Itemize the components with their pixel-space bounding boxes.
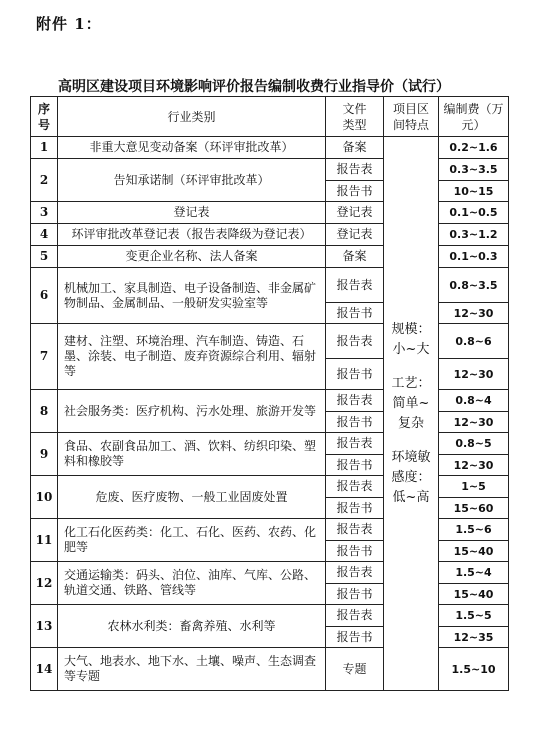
row-fee: 10~15 [439, 181, 509, 202]
area-characteristics-note [384, 137, 439, 691]
area-note-line: 复杂 [397, 415, 424, 431]
header-doc-type: 文件 类型 [326, 97, 384, 137]
row-doc-type: 报告表 [326, 159, 384, 181]
row-fee: 1~5 [439, 476, 509, 498]
row-industry: 大气、地表水、地下水、土壤、噪声、生态调查等专题 [58, 648, 326, 691]
row-doc-type: 报告表 [326, 519, 384, 541]
row-industry: 危废、医疗废物、一般工业固废处置 [58, 476, 326, 519]
row-doc-type: 报告书 [326, 181, 384, 202]
row-industry: 环评审批改革登记表（报告表降级为登记表） [58, 224, 326, 246]
row-fee: 15~40 [439, 584, 509, 605]
row-seq: 7 [31, 324, 58, 390]
table-row [31, 137, 509, 159]
area-note-line: 感度： [391, 469, 431, 485]
row-seq: 5 [31, 246, 58, 268]
fee-table [30, 96, 509, 691]
row-doc-type: 报告书 [326, 498, 384, 519]
row-seq: 10 [31, 476, 58, 519]
row-seq: 13 [31, 605, 58, 648]
row-industry: 农林水利类：畜禽养殖、水利等 [58, 605, 326, 648]
row-fee: 12~30 [439, 455, 509, 476]
header-seq: 序 号 [31, 97, 58, 137]
row-doc-type: 报告表 [326, 433, 384, 455]
row-fee: 1.5~5 [439, 605, 509, 627]
row-fee: 0.8~5 [439, 433, 509, 455]
row-seq: 11 [31, 519, 58, 562]
row-industry: 食品、农副食品加工、酒、饮料、纺织印染、塑料和橡胶等 [58, 433, 326, 476]
row-doc-type: 报告书 [326, 412, 384, 433]
row-seq: 12 [31, 562, 58, 605]
row-doc-type: 报告书 [326, 359, 384, 390]
row-doc-type: 报告表 [326, 605, 384, 627]
row-industry: 告知承诺制（环评审批改革） [58, 159, 326, 202]
row-seq: 9 [31, 433, 58, 476]
row-fee: 12~35 [439, 627, 509, 648]
area-note-line: 环境敏 [391, 449, 431, 465]
row-seq: 14 [31, 648, 58, 691]
row-fee: 0.1~0.3 [439, 246, 509, 268]
row-fee: 0.8~3.5 [439, 268, 509, 303]
row-industry: 登记表 [58, 202, 326, 224]
row-fee: 12~30 [439, 412, 509, 433]
document-title: 高明区建设项目环境影响评价报告编制收费行业指导价（试行） [58, 79, 450, 95]
header-area: 项目区 间特点 [384, 97, 439, 137]
area-note-line: 规模： [391, 321, 431, 337]
row-doc-type: 报告表 [326, 390, 384, 412]
row-doc-type: 报告表 [326, 324, 384, 359]
row-doc-type: 登记表 [326, 224, 384, 246]
row-doc-type: 专题 [326, 648, 384, 691]
row-doc-type: 登记表 [326, 202, 384, 224]
header-fee: 编制费（万 元） [439, 97, 509, 137]
row-fee: 0.8~6 [439, 324, 509, 359]
row-fee: 0.2~1.6 [439, 137, 509, 159]
row-doc-type: 报告书 [326, 303, 384, 324]
row-industry: 化工石化医药类：化工、石化、医药、农药、化肥等 [58, 519, 326, 562]
area-note-line: 小~大 [392, 341, 430, 357]
row-fee: 15~40 [439, 541, 509, 562]
row-doc-type: 备案 [326, 246, 384, 268]
row-seq: 4 [31, 224, 58, 246]
row-fee: 0.8~4 [439, 390, 509, 412]
attachment-label: 附件 1： [36, 15, 102, 33]
row-seq: 8 [31, 390, 58, 433]
row-fee: 0.3~1.2 [439, 224, 509, 246]
row-seq: 1 [31, 137, 58, 159]
row-seq: 2 [31, 159, 58, 202]
row-fee: 15~60 [439, 498, 509, 519]
row-doc-type: 报告表 [326, 476, 384, 498]
row-doc-type: 报告表 [326, 562, 384, 584]
row-doc-type: 报告书 [326, 455, 384, 476]
row-fee: 12~30 [439, 303, 509, 324]
row-industry: 机械加工、家具制造、电子设备制造、非金属矿物制品、金属制品、一般研发实验室等 [58, 268, 326, 324]
row-industry: 交通运输类：码头、泊位、油库、气库、公路、轨道交通、铁路、管线等 [58, 562, 326, 605]
area-note-line: 低~高 [392, 489, 430, 505]
row-doc-type: 报告书 [326, 627, 384, 648]
row-doc-type: 报告表 [326, 268, 384, 303]
row-industry: 社会服务类：医疗机构、污水处理、旅游开发等 [58, 390, 326, 433]
row-fee: 1.5~6 [439, 519, 509, 541]
row-fee: 1.5~10 [439, 648, 509, 691]
row-industry: 建材、注塑、环境治理、汽车制造、铸造、石墨、涂装、电子制造、废弃资源综合利用、辐射等 [58, 324, 326, 390]
row-fee: 0.3~3.5 [439, 159, 509, 181]
header-row [31, 97, 509, 137]
area-note-line: 简单~ [392, 395, 430, 411]
area-note-line: 工艺： [391, 375, 431, 391]
row-industry: 变更企业名称、法人备案 [58, 246, 326, 268]
row-fee: 12~30 [439, 359, 509, 390]
row-industry: 非重大意见变动备案（环评审批改革） [58, 137, 326, 159]
row-seq: 6 [31, 268, 58, 324]
row-fee: 0.1~0.5 [439, 202, 509, 224]
header-industry: 行业类别 [58, 97, 326, 137]
row-fee: 1.5~4 [439, 562, 509, 584]
row-doc-type: 备案 [326, 137, 384, 159]
row-doc-type: 报告书 [326, 541, 384, 562]
row-seq: 3 [31, 202, 58, 224]
row-doc-type: 报告书 [326, 584, 384, 605]
